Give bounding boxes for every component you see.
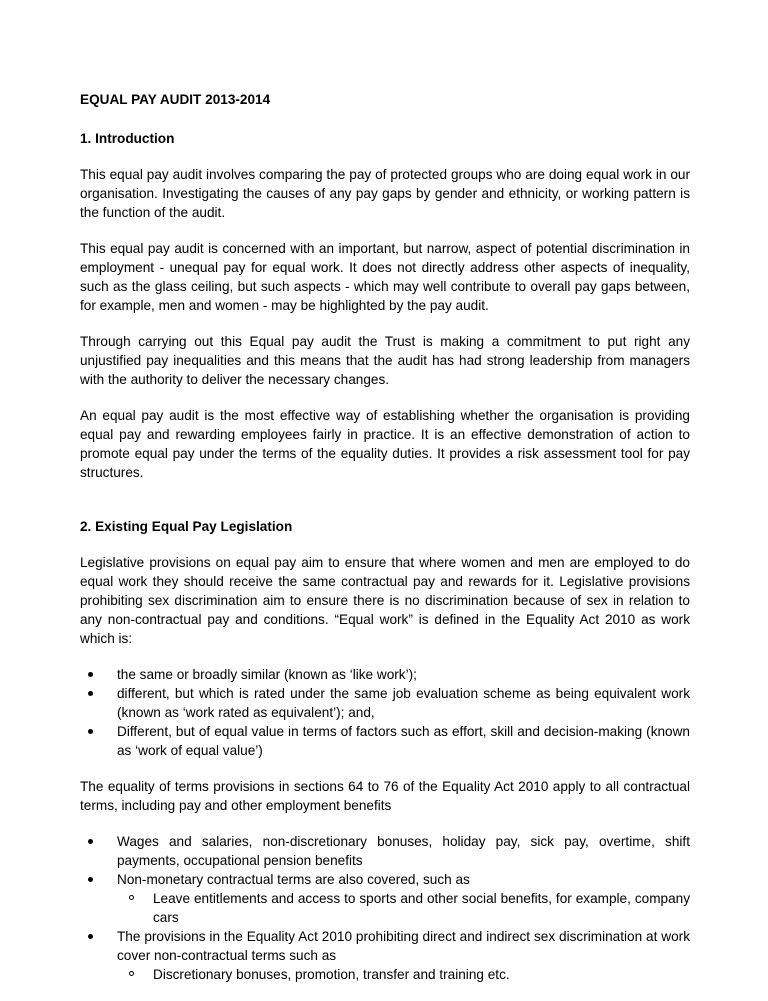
document-body <box>80 90 690 1001</box>
sub-list <box>117 965 690 984</box>
list-item: the same or broadly similar (known as ‘like work’); <box>80 665 690 684</box>
paragraph: Legislative provisions on equal pay aim to ensure that where women and men are employed to do equal work they should receive the same contractual pay and rewards for it. Legislative provisions prohibiting sex discrimination aim to ensure there is no discrimination because of sex in relation to any non-contractual pay and conditions. “Equal work” is defined in the Equality Act 2010 as work which is: <box>80 555 690 646</box>
document-title: EQUAL PAY AUDIT 2013-2014 <box>80 92 271 107</box>
sub-list-item: Discretionary bonuses, promotion, transfer and training etc. <box>117 965 690 984</box>
section-heading-introduction: 1. Introduction <box>80 131 175 146</box>
list-item-text: Wages and salaries, non-discretionary bonuses, holiday pay, sick pay, overtime, shift payments, occupational pension benefits <box>117 834 690 868</box>
list-item <box>80 870 690 927</box>
sub-list <box>117 889 690 927</box>
list-item: different, but which is rated under the same job evaluation scheme as being equivalent work (known as ‘work rated as equivalent’); and, <box>80 684 690 722</box>
paragraph: This equal pay audit involves comparing the pay of protected groups who are doing equal work in our organisation. Investigating the causes of any pay gaps by gender and ethnicity, or working pattern is the function of the audit. <box>80 167 690 220</box>
paragraph: An equal pay audit is the most effective way of establishing whether the organisation is providing equal pay and rewarding employees fairly in practice. It is an effective demonstration of action to promote equal pay under the terms of the equality duties. It provides a risk assessment tool for pay structures. <box>80 408 690 480</box>
contractual-terms-list <box>80 832 690 984</box>
list-item <box>80 832 690 870</box>
section-heading-legislation: 2. Existing Equal Pay Legislation <box>80 519 293 534</box>
list-item <box>80 927 690 984</box>
list-item: Different, but of equal value in terms of factors such as effort, skill and decision-making (known as ‘work of equal value’) <box>80 722 690 760</box>
equal-work-list <box>80 665 690 760</box>
list-item-text: Non-monetary contractual terms are also covered, such as <box>117 872 470 887</box>
paragraph: This equal pay audit is concerned with an important, but narrow, aspect of potential discrimination in employment - unequal pay for equal work. It does not directly address other aspects of inequality, such as the glass ceiling, but such aspects - which may well contribute to overall pay gaps between, for example, men and women - may be highlighted by the pay audit. <box>80 241 690 313</box>
sub-list-item: Leave entitlements and access to sports and other social benefits, for example, company cars <box>117 889 690 927</box>
paragraph: Through carrying out this Equal pay audit the Trust is making a commitment to put right any unjustified pay inequalities and this means that the audit has had strong leadership from managers with the authority to deliver the necessary changes. <box>80 334 690 387</box>
paragraph: The equality of terms provisions in sections 64 to 76 of the Equality Act 2010 apply to all contractual terms, including pay and other employment benefits <box>80 779 690 813</box>
list-item-text: The provisions in the Equality Act 2010 prohibiting direct and indirect sex discrimination at work cover non-contractual terms such as <box>117 929 690 963</box>
